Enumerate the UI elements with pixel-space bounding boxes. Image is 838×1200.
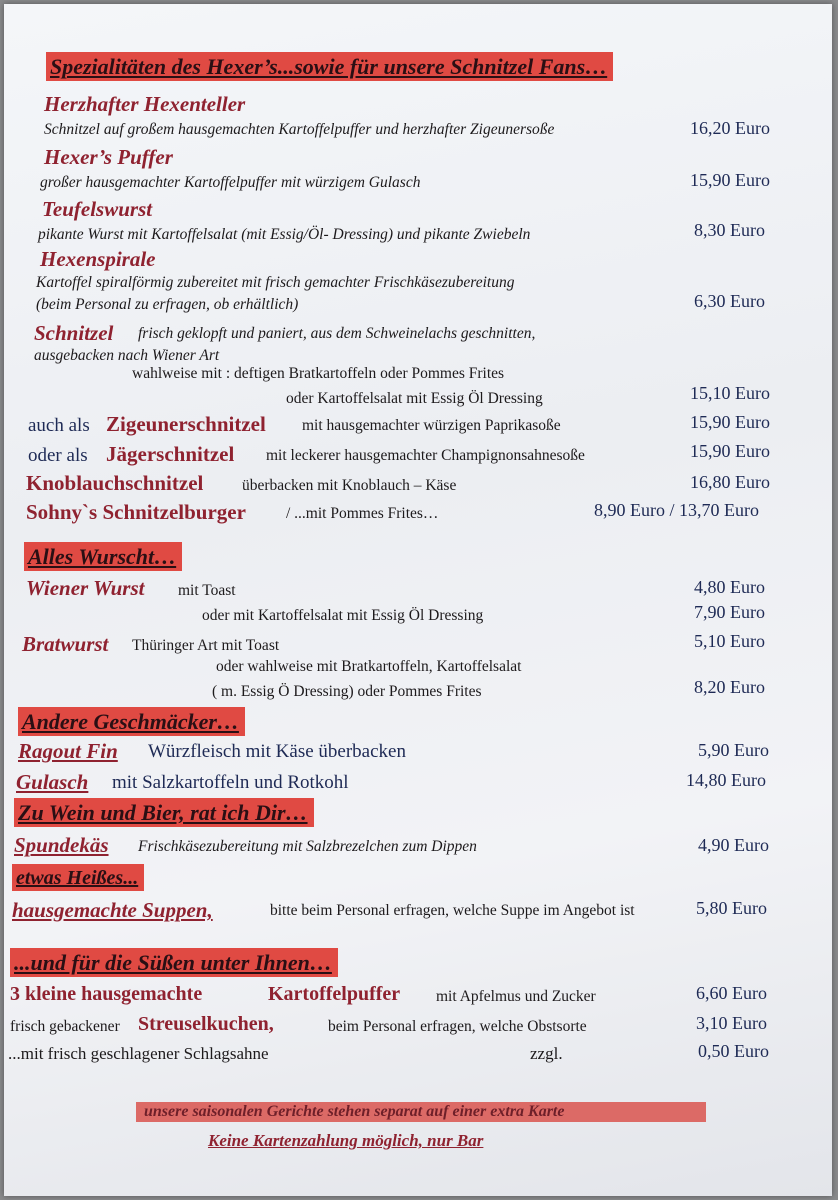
section-header-wein: Zu Wein und Bier, rat ich Dir… [14,798,314,827]
item-desc2-hexenspirale: (beim Personal zu erfragen, ob erhältlich) [36,296,299,313]
item-title-puffer: Hexer’s Puffer [44,145,173,169]
section-header-suesse: ...und für die Süßen unter Ihnen… [10,948,338,977]
item-title-knoblauch: Knoblauchschnitzel [26,471,204,495]
section-header-wurst: Alles Wurscht… [24,542,182,571]
item-price-jaeger: 15,90 Euro [690,441,770,461]
item-desc4-schnitzel: oder Kartoffelsalat mit Essig Öl Dressing [286,390,543,407]
item-desc-kartoffelpuffer: mit Apfelmus und Zucker [436,988,596,1005]
item-title-spundekaes: Spundekäs [14,833,109,857]
item-price-sahne: 0,50 Euro [698,1041,769,1061]
item-desc1-schnitzel: frisch geklopft und paniert, aus dem Schweinelachs geschnitten, [138,325,536,342]
item-title-zigeuner: Zigeunerschnitzel [106,412,266,436]
item-desc-puffer: großer hausgemachter Kartoffelpuffer mit würzigem Gulasch [40,174,421,191]
item-price-streusel: 3,10 Euro [696,1013,767,1033]
item-prefix-zigeuner: auch als [28,415,90,436]
item-price-kartoffelpuffer: 6,60 Euro [696,983,767,1003]
item-title-sahne: ...mit frisch geschlagener Schlagsahne [8,1044,269,1063]
item-desc2-schnitzel: ausgebacken nach Wiener Art [34,347,220,364]
section-header-andere: Andere Geschmäcker… [18,707,245,736]
section-header-heisses: etwas Heißes... [12,864,144,891]
item-zzgl-sahne: zzgl. [530,1044,563,1063]
item-desc2-bratwurst: oder wahlweise mit Bratkartoffeln, Kartoffelsalat [216,658,522,675]
item-title-gulasch: Gulasch [16,770,89,794]
item-price-ragout: 5,90 Euro [698,740,769,760]
item-prefix-streusel: frisch gebackener [10,1018,120,1035]
item-price-burger: 8,90 Euro / 13,70 Euro [594,500,759,520]
item-desc1-hexenspirale: Kartoffel spiralförmig zubereitet mit frisch gemachter Frischkäsezubereitung [36,274,515,291]
item-title-wiener: Wiener Wurst [26,576,145,600]
item-price-knoblauch: 16,80 Euro [690,472,770,492]
item-title-ragout: Ragout Fin [18,739,118,763]
item-title-teufelswurst: Teufelswurst [42,197,153,221]
item-desc-suppen: bitte beim Personal erfragen, welche Suppe im Angebot ist [270,902,635,919]
item-desc-wiener: mit Toast [178,582,236,599]
item-prefix-jaeger: oder als [28,445,88,466]
item-prefix-kartoffelpuffer: 3 kleine hausgemachte [10,983,203,1005]
item-price2-bratwurst: 8,20 Euro [694,677,765,697]
item-price-suppen: 5,80 Euro [696,898,767,918]
item-desc-gulasch: mit Salzkartoffeln und Rotkohl [112,772,349,793]
item-price-zigeuner: 15,90 Euro [690,412,770,432]
item-price-bratwurst: 5,10 Euro [694,631,765,651]
item-title-jaeger: Jägerschnitzel [106,442,235,466]
item-title-suppen: hausgemachte Suppen, [12,898,213,922]
footer-seasonal-note: unsere saisonalen Gerichte stehen separat auf einer extra Karte [144,1103,565,1120]
item-title-bratwurst: Bratwurst [22,632,109,656]
item-desc-bratwurst: Thüringer Art mit Toast [132,637,280,654]
item-desc-zigeuner: mit hausgemachter würzigen Paprikasoße [302,417,561,434]
item-desc-knoblauch: überbacken mit Knoblauch – Käse [242,477,457,494]
item-price-schnitzel: 15,10 Euro [690,383,770,403]
item-price-wiener: 4,80 Euro [694,577,765,597]
item-desc2-wiener: oder mit Kartoffelsalat mit Essig Öl Dressing [202,607,484,624]
item-desc-hexenteller: Schnitzel auf großem hausgemachten Kartoffelpuffer und herzhafter Zigeunersoße [44,121,555,138]
item-title-hexenspirale: Hexenspirale [40,247,156,271]
section-header-specials: Spezialitäten des Hexer’s...sowie für unsere Schnitzel Fans… [46,52,613,81]
item-price-hexenspirale: 6,30 Euro [694,291,765,311]
item-desc-teufelswurst: pikante Wurst mit Kartoffelsalat (mit Essig/Öl- Dressing) und pikante Zwiebeln [38,226,531,243]
item-title-hexenteller: Herzhafter Hexenteller [44,92,246,116]
footer-payment-note: Keine Kartenzahlung möglich, nur Bar [208,1131,484,1150]
item-price-puffer: 15,90 Euro [690,170,770,190]
item-price-gulasch: 14,80 Euro [686,770,766,790]
menu-sheet [4,4,832,1196]
item-desc-burger: / ...mit Pommes Frites… [286,505,439,522]
item-desc-ragout: Würzfleisch mit Käse überbacken [148,741,406,762]
item-desc3-bratwurst: ( m. Essig Ö Dressing) oder Pommes Frites [212,683,482,700]
item-title-burger: Sohny`s Schnitzelburger [26,500,246,524]
item-price-spundekaes: 4,90 Euro [698,835,769,855]
item-desc3-schnitzel: wahlweise mit : deftigen Bratkartoffeln oder Pommes Frites [132,365,505,382]
item-desc-streusel: beim Personal erfragen, welche Obstsorte [328,1018,587,1035]
item-desc-spundekaes: Frischkäsezubereitung mit Salzbrezelchen zum Dippen [138,838,477,855]
item-title-schnitzel: Schnitzel [34,321,114,345]
item-desc-jaeger: mit leckerer hausgemachter Champignonsahnesoße [266,447,585,464]
item-price-teufelswurst: 8,30 Euro [694,220,765,240]
item-price-hexenteller: 16,20 Euro [690,118,770,138]
item-title-kartoffelpuffer: Kartoffelpuffer [268,983,401,1005]
item-price2-wiener: 7,90 Euro [694,602,765,622]
item-title-streusel: Streuselkuchen, [138,1013,274,1035]
